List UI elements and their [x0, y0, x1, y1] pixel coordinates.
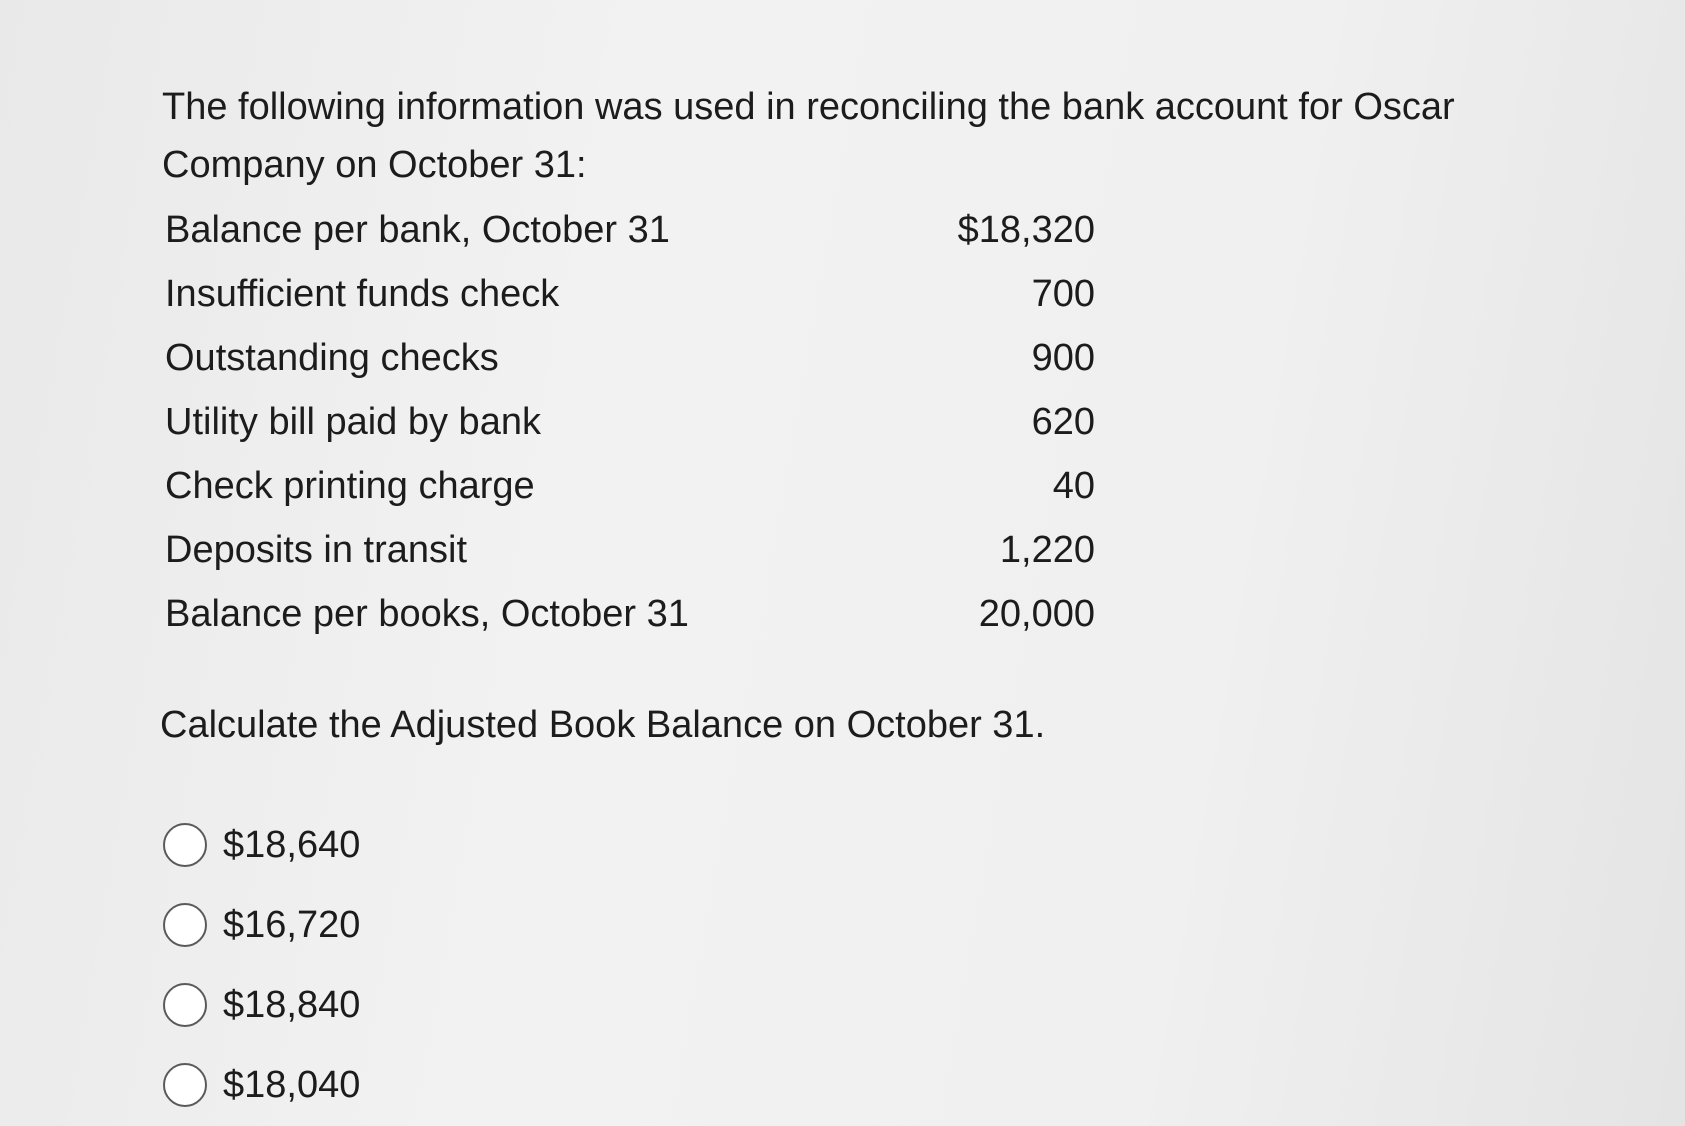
answer-option[interactable]: [163, 805, 360, 885]
radio-button[interactable]: [163, 1063, 207, 1107]
table-row: [165, 326, 1095, 390]
option-label[interactable]: $18,040: [223, 1063, 361, 1106]
row-amount: 20,000: [978, 592, 1095, 635]
option-label[interactable]: $18,840: [223, 983, 361, 1026]
radio-button[interactable]: [163, 823, 207, 867]
row-label: Check printing charge: [165, 464, 535, 507]
table-row: [165, 518, 1095, 582]
radio-button[interactable]: [163, 983, 207, 1027]
table-row: [165, 390, 1095, 454]
row-amount: 620: [1031, 400, 1095, 443]
answer-option[interactable]: [163, 965, 360, 1045]
row-label: Deposits in transit: [165, 528, 468, 571]
question-text: Calculate the Adjusted Book Balance on October 31.: [160, 704, 1046, 746]
row-amount: 1,220: [999, 528, 1095, 571]
table-row: [165, 198, 1095, 262]
option-label[interactable]: $16,720: [223, 903, 361, 946]
row-amount: 700: [1031, 272, 1095, 315]
radio-button[interactable]: [163, 903, 207, 947]
row-label: Outstanding checks: [165, 336, 499, 379]
table-row: [165, 454, 1095, 518]
row-label: Balance per bank, October 31: [165, 208, 670, 251]
row-label: Balance per books, October 31: [165, 592, 689, 635]
option-label[interactable]: $18,640: [223, 823, 361, 866]
answer-option[interactable]: [163, 1045, 360, 1125]
row-label: Insufficient funds check: [165, 272, 560, 315]
row-amount: $18,320: [957, 208, 1095, 251]
answer-option[interactable]: [163, 885, 360, 965]
reconciliation-table: [165, 198, 1095, 646]
row-label: Utility bill paid by bank: [165, 400, 541, 443]
row-amount: 900: [1031, 336, 1095, 379]
table-row: [165, 262, 1095, 326]
row-amount: 40: [1052, 464, 1095, 507]
answer-options: [163, 805, 360, 1125]
intro-text: The following information was used in reconciling the bank account for Oscar Company on October 31:: [162, 86, 1455, 186]
table-row: [165, 582, 1095, 646]
